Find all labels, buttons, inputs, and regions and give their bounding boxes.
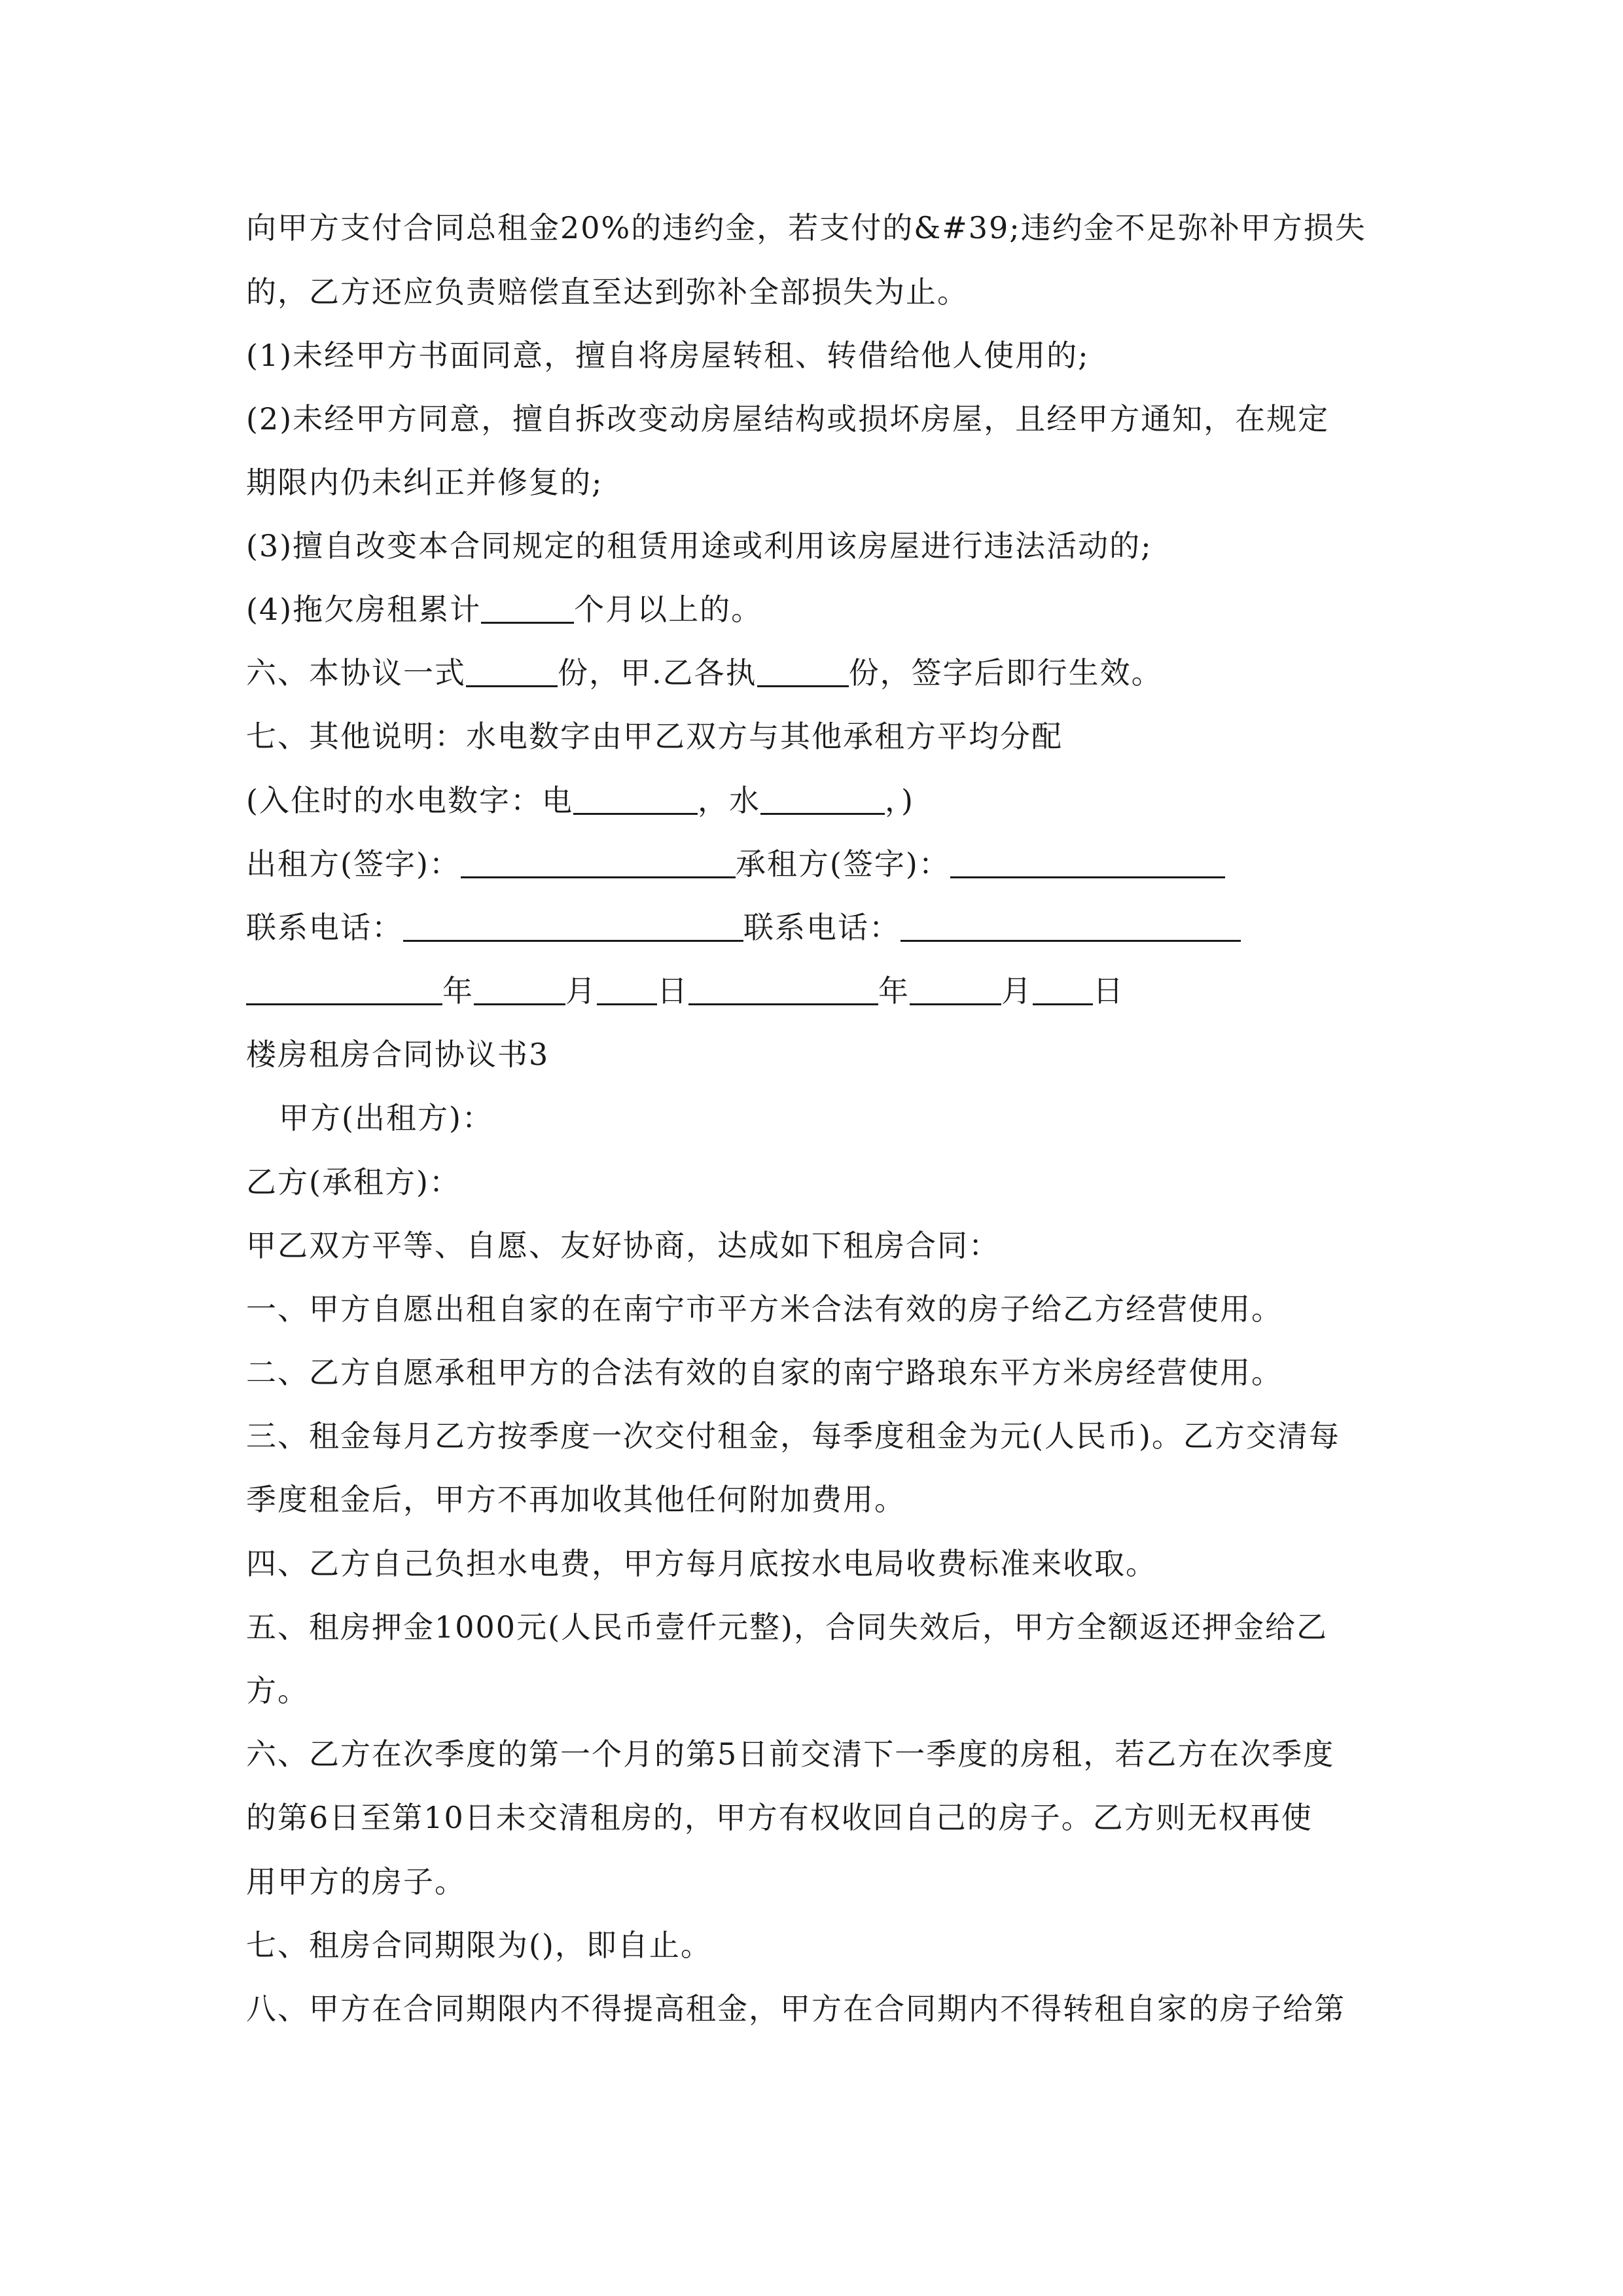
fill-blank[interactable] — [757, 656, 849, 687]
text-line: 的第6日至第10日未交清租房的，甲方有权收回自己的房子。乙方则无权再使 — [246, 1800, 1313, 1835]
signature-line: 出租方(签字)： 承租方(签字)： — [246, 844, 1225, 884]
text-line: 六、本协议一式 份，甲.乙各执 份，签字后即行生效。 — [246, 655, 1163, 691]
lessor-signature-blank[interactable] — [461, 848, 736, 878]
text-line: 向甲方支付合同总租金20%的违约金，若支付的&#39;违约金不足弥补甲方损失 — [246, 210, 1366, 245]
text-line: 的，乙方还应负责赔偿直至达到弥补全部损失为止。 — [246, 274, 969, 310]
text-line: 期限内仍未纠正并修复的; — [246, 465, 603, 500]
text-line: 季度租金后，甲方不再加收其他任何附加费用。 — [246, 1482, 906, 1517]
text-line: 六、乙方在次季度的第一个月的第5日前交清下一季度的房租，若乙方在次季度 — [246, 1736, 1335, 1772]
electricity-reading-blank[interactable] — [573, 784, 698, 815]
text-line: 三、租金每月乙方按季度一次交付租金，每季度租金为元(人民币)。乙方交清每 — [246, 1418, 1340, 1454]
year-blank[interactable] — [688, 975, 878, 1005]
date-line: 年 月 日 年 月 日 — [246, 971, 1124, 1011]
lessor-phone-blank[interactable] — [403, 911, 743, 942]
text-line: (4)拖欠房租累计 个月以上的。 — [246, 592, 763, 627]
text-line: (2)未经甲方同意，擅自拆改变动房屋结构或损坏房屋，且经甲方通知，在规定 — [246, 401, 1330, 437]
month-blank[interactable] — [474, 975, 565, 1005]
text-line: 二、乙方自愿承租甲方的合法有效的自家的南宁路琅东平方米房经营使用。 — [246, 1355, 1283, 1390]
text-line: 甲乙双方平等、自愿、友好协商，达成如下租房合同： — [246, 1228, 1000, 1263]
lessee-signature-blank[interactable] — [950, 848, 1225, 878]
phone-line: 联系电话： 联系电话： — [246, 908, 1241, 947]
text-line: (入住时的水电数字：电 ，水 ，) — [246, 783, 914, 818]
text-line: 用甲方的房子。 — [246, 1864, 466, 1899]
fill-blank[interactable] — [481, 593, 574, 624]
text-line: 八、甲方在合同期限内不得提高租金，甲方在合同期内不得转租自家的房子给第 — [246, 1991, 1346, 2026]
day-blank[interactable] — [1033, 975, 1093, 1005]
text-line: (1)未经甲方书面同意，擅自将房屋转租、转借给他人使用的; — [246, 338, 1090, 373]
lessee-phone-blank[interactable] — [901, 911, 1241, 942]
text-line: 七、租房合同期限为()，即自止。 — [246, 1928, 712, 1963]
text-line: 七、其他说明：水电数字由甲乙双方与其他承租方平均分配 — [246, 719, 1063, 754]
text-line: 一、甲方自愿出租自家的在南宁市平方米合法有效的房子给乙方经营使用。 — [246, 1291, 1283, 1327]
text-line: (3)擅自改变本合同规定的租赁用途或利用该房屋进行违法活动的; — [246, 528, 1152, 564]
water-reading-blank[interactable] — [760, 784, 885, 815]
year-blank[interactable] — [246, 975, 442, 1005]
text-line: 四、乙方自己负担水电费，甲方每月底按水电局收费标准来收取。 — [246, 1546, 1157, 1581]
day-blank[interactable] — [597, 975, 657, 1005]
party-b-line: 乙方(承租方)： — [246, 1164, 461, 1200]
month-blank[interactable] — [910, 975, 1001, 1005]
text-line: 方。 — [246, 1673, 309, 1708]
text-line: 五、租房押金1000元(人民币壹仟元整)，合同失效后，甲方全额返还押金给乙 — [246, 1609, 1328, 1645]
section-title: 楼房租房合同协议书3 — [246, 1037, 550, 1072]
party-a-line: 甲方(出租方)： — [279, 1100, 493, 1136]
fill-blank[interactable] — [466, 656, 558, 687]
